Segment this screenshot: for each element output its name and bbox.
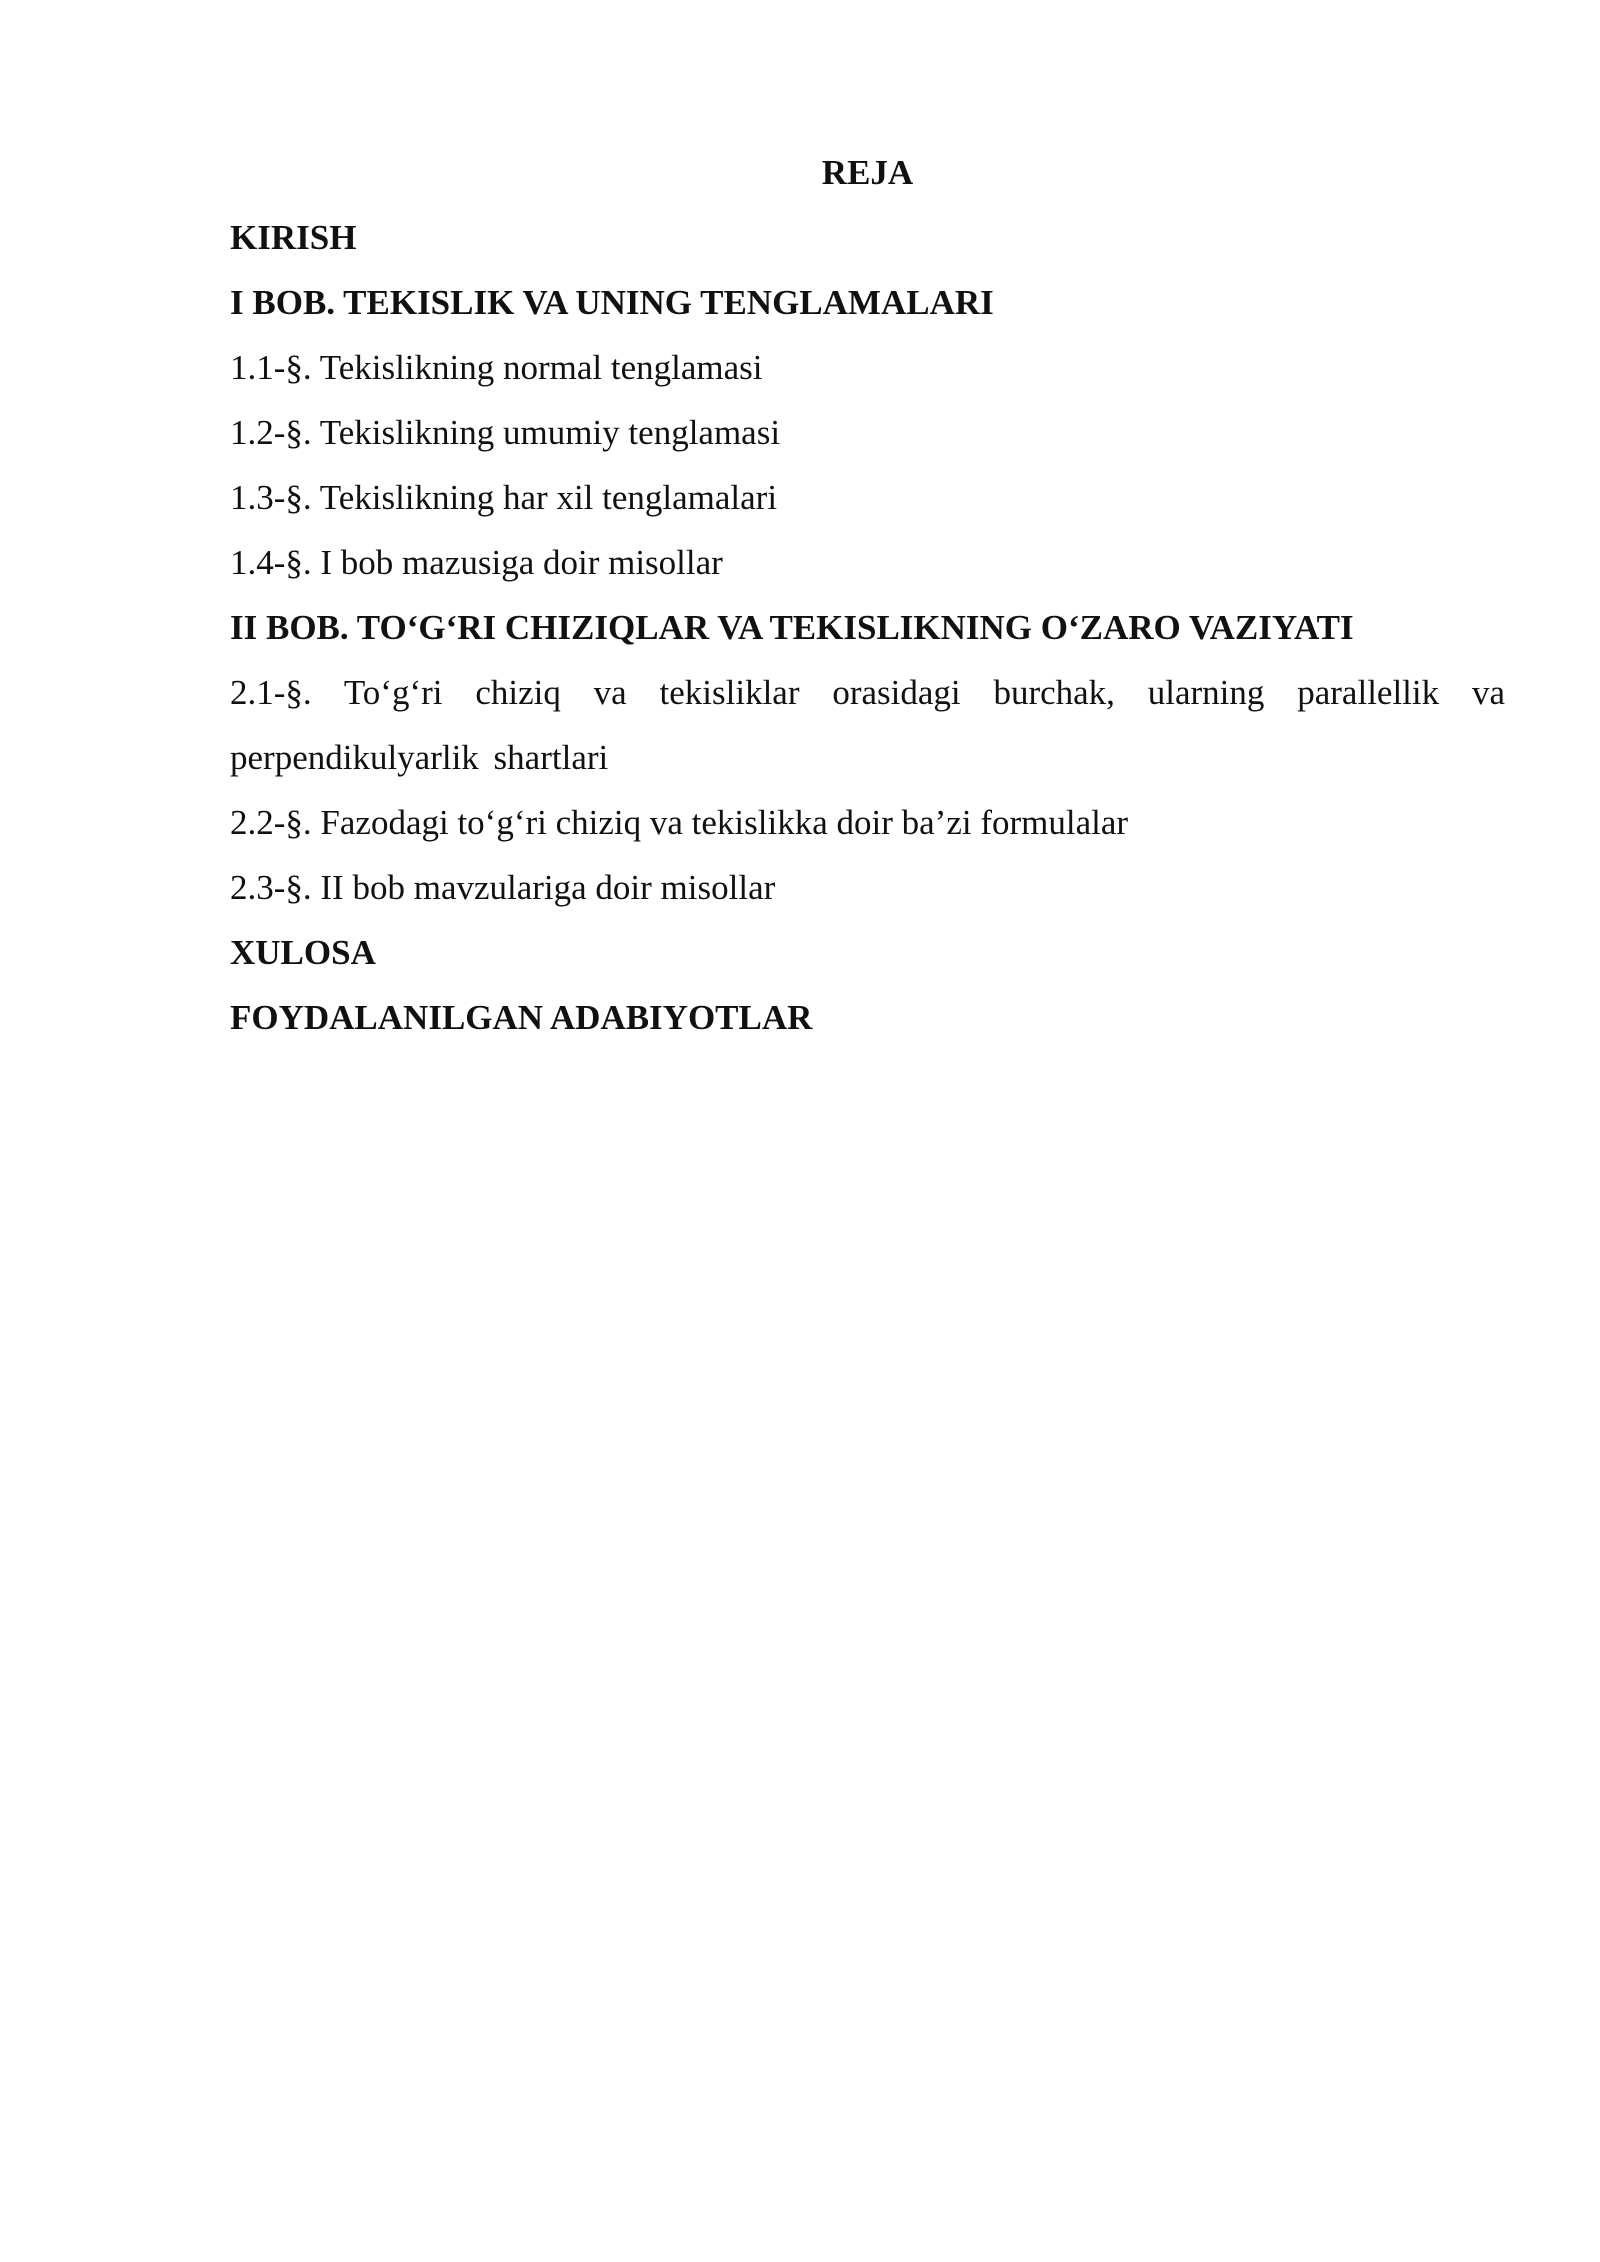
toc-section-1-4: 1.4-§. I bob mazusiga doir misollar [230,543,723,582]
toc-section-1-3: 1.3-§. Tekislikning har xil tenglamalari [230,478,778,517]
document-page [230,140,1505,1050]
toc-item-xulosa: XULOSA [230,933,376,972]
toc-item-adabiyotlar: FOYDALANILGAN ADABIYOTLAR [230,998,813,1037]
toc-section-1-1: 1.1-§. Tekislikning normal tenglamasi [230,348,763,387]
document-title: REJA [821,153,914,192]
toc-section-2-2: 2.2-§. Fazodagi to‘g‘ri chiziq va tekislikka doir ba’zi formulalar [230,803,1129,842]
toc-item-kirish: KIRISH [230,218,357,257]
toc-section-2-1: 2.1-§. To‘g‘ri chiziq va tekisliklar orasidagi burchak, ularning parallellik va perpendikulyarlik shartlari [230,673,1505,777]
toc-chapter-2: II BOB. TO‘G‘RI CHIZIQLAR VA TEKISLIKNING O‘ZARO VAZIYATI [230,608,1354,647]
toc-chapter-1: I BOB. TEKISLIK VA UNING TENGLAMALARI [230,283,994,322]
toc-section-1-2: 1.2-§. Tekislikning umumiy tenglamasi [230,413,781,452]
toc-section-2-3: 2.3-§. II bob mavzulariga doir misollar [230,868,776,907]
